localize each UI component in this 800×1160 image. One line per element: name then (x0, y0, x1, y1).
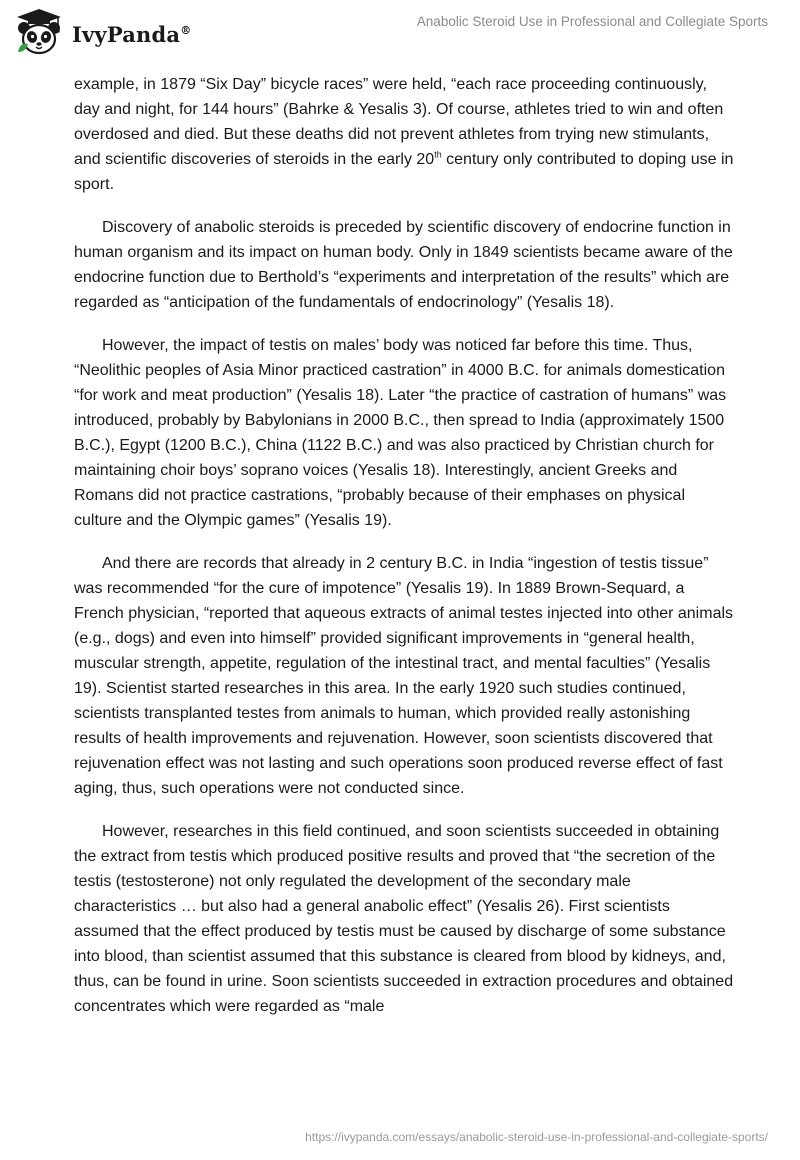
page-header (0, 0, 800, 66)
source-url[interactable]: https://ivypanda.com/essays/anabolic-steroid-use-in-professional-and-collegiate-sports/ (305, 1130, 768, 1144)
essay-body (74, 72, 736, 1037)
paragraph: However, the impact of testis on males’ body was noticed far before this time. Thus, “Neolithic peoples of Asia Minor practiced castration” in 4000 B.C. for animals domestication “for work and meat production” (Yesalis 18). Later “the practice of castration of humans” was introduced, probably by Babylonians in 2000 B.C., then spread to India (approximately 1500 B.C.), Egypt (1200 B.C.), China (1122 B.C.) and was also practiced by Christian church for maintaining choir boys’ soprano voices (Yesalis 18). Interestingly, ancient Greeks and Romans did not practice castrations, “probably because of their emphases on physical culture and the Olympic games” (Yesalis 19). (74, 337, 727, 529)
document-title: Anabolic Steroid Use in Professional and Collegiate Sports (416, 14, 768, 29)
paragraph: And there are records that already in 2 century B.C. in India “ingestion of testis tissue” was recommended “for the cure of impotence” (Yesalis 19). In 1889 Brown-Sequard, a French physician, “reported that aqueous extracts of animal testes injected into other animals (e.g., dogs) and even into himself” provided significant improvements in “general health, muscular strength, appetite, regulation of the intestinal tract, and mental faculties” (Yesalis 19). Scientist started researches in this area. In the early 1920 such studies continued, scientists transplanted testes from animals to human, which provided really astonishing results of health improvements and rejuvenation. However, soon scientists discovered that rejuvenation effect was not lasting and such operations soon produced reverse effect of fast aging, thus, such operations were not conducted since. (74, 555, 734, 797)
ivypanda-logo[interactable] (14, 8, 191, 56)
paragraph: However, researches in this field continued, and soon scientists succeeded in obtaining the extract from testis which produced positive results and proved that “the secretion of the testis (testosterone) not only regulated the development of the secondary male characteristics … but also had a general anabolic effect” (Yesalis 26). First scientists assumed that the effect produced by testis must be caused by discharge of some substance into blood, than scientist assumed that this substance is cleared from blood by kidneys, and, thus, can be found in urine. Soon scientists succeeded in extraction procedures and obtained concentrates which were regarded as “male (74, 823, 734, 1015)
panda-graduate-icon (14, 8, 64, 56)
logo-wordmark: IvyPanda® (72, 21, 192, 47)
paragraph: example, in 1879 “Six Day” bicycle races” were held, “each race proceeding continuously, day and night, for 144 hours” (Bahrke & Yesalis 3). Of course, athletes tried to win and often overdosed and died. But these deaths did not prevent athletes from trying new stimulants, and scientific discoveries of steroids in the early 20th century only contributed to doping use in sport. (74, 76, 734, 193)
paragraph: Discovery of anabolic steroids is preceded by scientific discovery of endocrine function in human organism and its impact on human body. Only in 1849 scientists became aware of the endocrine function due to Berthold’s “experiments and interpretation of the results” which are regarded as “anticipation of the fundamentals of endocrinology” (Yesalis 18). (74, 219, 733, 311)
